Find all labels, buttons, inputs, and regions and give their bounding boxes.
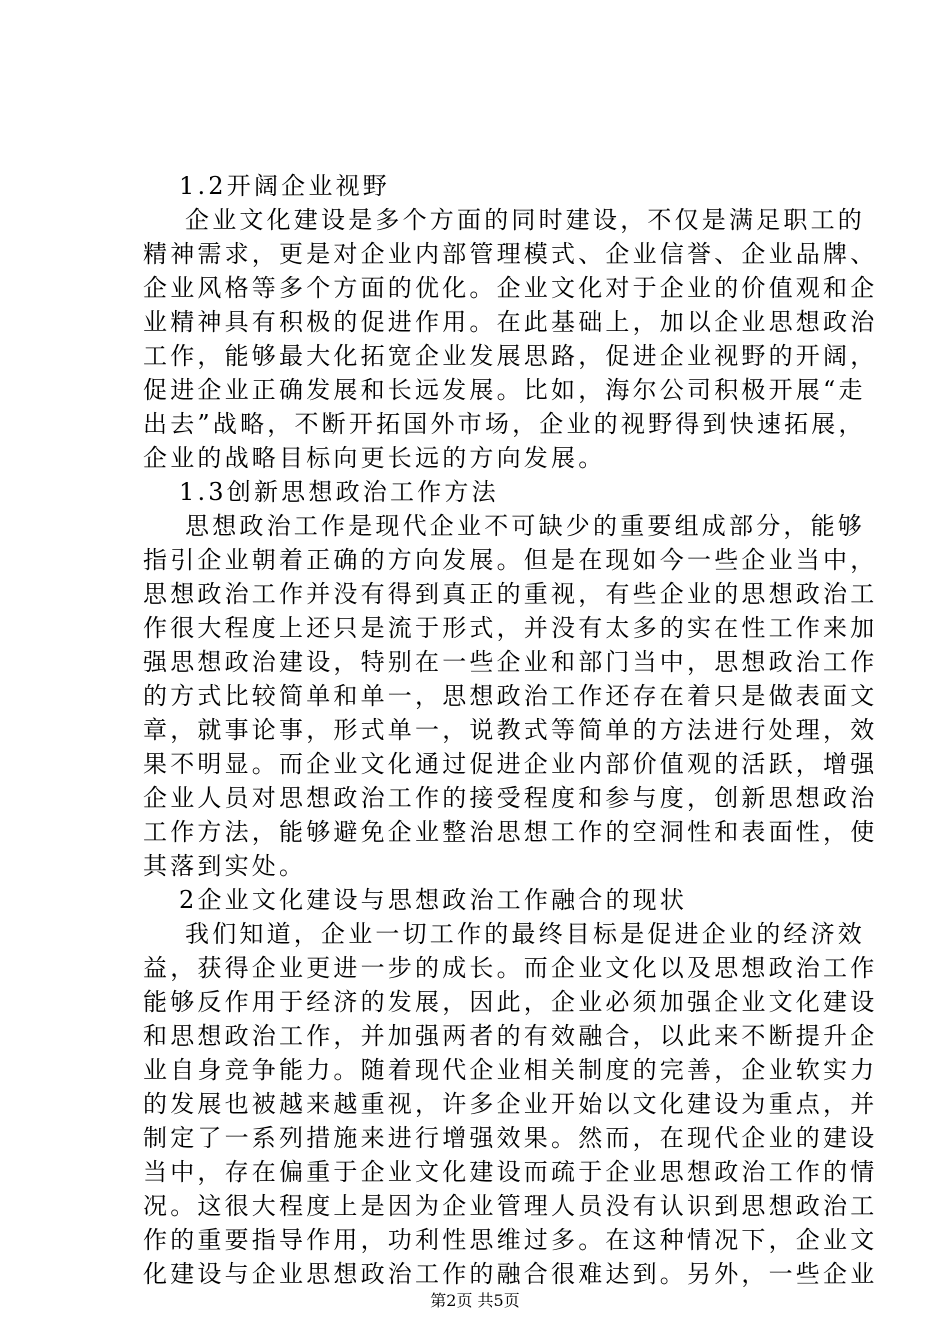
paragraph-line: 企业文化建设是多个方面的同时建设，不仅是满足职工的 xyxy=(185,206,865,234)
paragraph-line: 业精神具有积极的促进作用。在此基础上，加以企业思想政治 xyxy=(143,308,878,336)
document-body xyxy=(143,169,878,1291)
paragraph-line: 工作方法，能够避免企业整治思想工作的空洞性和表面性，使 xyxy=(143,818,878,846)
paragraph-line: 果不明显。而企业文化通过促进企业内部价值观的活跃，增强 xyxy=(143,750,878,778)
paragraph-line: 思想政治工作并没有得到真正的重视，有些企业的思想政治工 xyxy=(143,580,878,608)
section-heading: 2企业文化建设与思想政治工作融合的现状 xyxy=(179,886,688,914)
paragraph-line: 企业风格等多个方面的优化。企业文化对于企业的价值观和企 xyxy=(143,274,878,302)
paragraph-line: 工作，能够最大化拓宽企业发展思路，促进企业视野的开阔， xyxy=(143,342,878,370)
paragraph-line: 的方式比较简单和单一，思想政治工作还存在着只是做表面文 xyxy=(143,682,878,710)
paragraph-line: 作的重要指导作用，功利性思维过多。在这种情况下，企业文 xyxy=(143,1226,878,1254)
paragraph-line: 促进企业正确发展和长远发展。比如，海尔公司积极开展“走 xyxy=(143,376,866,404)
paragraph-line: 指引企业朝着正确的方向发展。但是在现如今一些企业当中， xyxy=(143,546,878,574)
paragraph-line: 出去”战略，不断开拓国外市场，企业的视野得到快速拓展， xyxy=(143,410,866,438)
paragraph-line: 当中，存在偏重于企业文化建设而疏于企业思想政治工作的情 xyxy=(143,1158,878,1186)
paragraph-line: 况。这很大程度上是因为企业管理人员没有认识到思想政治工 xyxy=(143,1192,878,1220)
paragraph-line: 章，就事论事，形式单一，说教式等简单的方法进行处理，效 xyxy=(143,716,878,744)
paragraph-line: 能够反作用于经济的发展，因此，企业必须加强企业文化建设 xyxy=(143,988,878,1016)
paragraph-line: 其落到实处。 xyxy=(143,852,307,880)
paragraph-line: 和思想政治工作，并加强两者的有效融合，以此来不断提升企 xyxy=(143,1022,878,1050)
paragraph-line: 强思想政治建设，特别在一些企业和部门当中，思想政治工作 xyxy=(143,648,878,676)
section-heading: 1.2开阔企业视野 xyxy=(179,172,390,200)
paragraph-line: 的发展也被越来越重视，许多企业开始以文化建设为重点，并 xyxy=(143,1090,878,1118)
paragraph-line: 企业的战略目标向更长远的方向发展。 xyxy=(143,444,606,472)
paragraph-line: 益，获得企业更进一步的成长。而企业文化以及思想政治工作 xyxy=(143,954,878,982)
section-heading: 1.3创新思想政治工作方法 xyxy=(179,478,499,506)
paragraph-line: 作很大程度上还只是流于形式，并没有太多的实在性工作来加 xyxy=(143,614,878,642)
paragraph-line: 精神需求，更是对企业内部管理模式、企业信誉、企业品牌、 xyxy=(143,240,878,268)
paragraph-line: 我们知道，企业一切工作的最终目标是促进企业的经济效 xyxy=(185,920,865,948)
paragraph-line: 思想政治工作是现代企业不可缺少的重要组成部分，能够 xyxy=(185,512,865,540)
paragraph-line: 企业人员对思想政治工作的接受程度和参与度，创新思想政治 xyxy=(143,784,878,812)
page-footer: 第2页 共5页 xyxy=(430,1291,520,1310)
paragraph-line: 制定了一系列措施来进行增强效果。然而，在现代企业的建设 xyxy=(143,1124,878,1152)
paragraph-line: 业自身竞争能力。随着现代企业相关制度的完善，企业软实力 xyxy=(143,1056,878,1084)
paragraph-line: 化建设与企业思想政治工作的融合很难达到。另外，一些企业 xyxy=(143,1260,878,1288)
